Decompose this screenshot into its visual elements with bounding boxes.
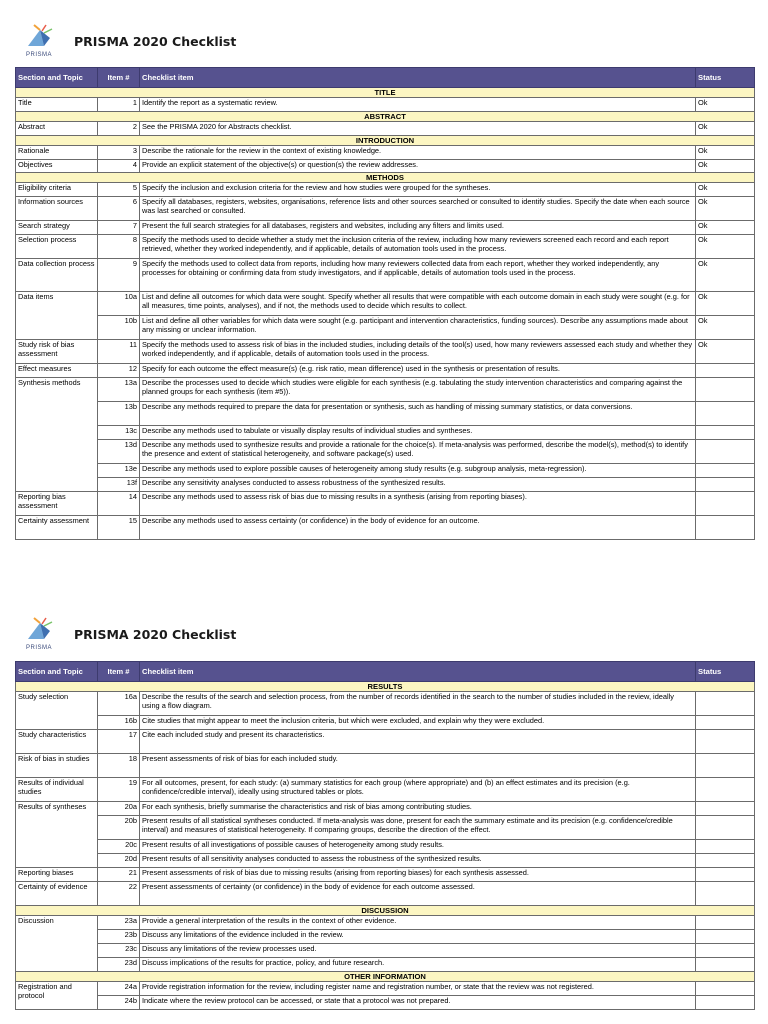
topic-cell: Rationale [16, 146, 98, 160]
topic-cell: Certainty of evidence [16, 882, 98, 906]
table-row [16, 221, 755, 235]
logo-text: PRISMA [26, 645, 53, 651]
table-row [16, 478, 755, 492]
item-number-cell: 13b [98, 402, 140, 426]
item-number-cell: 5 [98, 183, 140, 197]
item-number-cell: 24a [98, 982, 140, 996]
item-number-cell: 6 [98, 197, 140, 221]
item-number-cell: 8 [98, 235, 140, 259]
item-number-cell: 1 [98, 98, 140, 112]
checklist-item-cell: Specify the inclusion and exclusion criteria for the review and how studies were grouped for the syntheses. [140, 183, 696, 197]
item-number-cell: 11 [98, 340, 140, 364]
item-number-cell: 20b [98, 816, 140, 840]
table-row [16, 235, 755, 259]
section-label: RESULTS [16, 682, 755, 692]
table-row [16, 197, 755, 221]
table-row [16, 816, 755, 840]
col-header-status: Status [696, 68, 755, 88]
table-row [16, 426, 755, 440]
item-number-cell: 15 [98, 516, 140, 540]
status-cell [696, 492, 755, 516]
prisma-logo [22, 24, 58, 58]
status-cell [696, 868, 755, 882]
col-header-topic: Section and Topic [16, 662, 98, 682]
status-cell [696, 516, 755, 540]
item-number-cell: 16a [98, 692, 140, 716]
checklist-item-cell: Cite each included study and present its characteristics. [140, 730, 696, 754]
status-cell [696, 944, 755, 958]
table-header-row [16, 68, 755, 88]
table-row [16, 854, 755, 868]
item-number-cell: 3 [98, 146, 140, 160]
checklist-item-cell: Specify the methods used to collect data from reports, including how many reviewers collected data from each report, whether they worked independently, any processes for obtaining or confirming data from study investigators, and if applicable, details of automation tools used in the process. [140, 259, 696, 292]
checklist-item-cell: Discuss any limitations of the evidence included in the review. [140, 930, 696, 944]
status-cell [696, 426, 755, 440]
status-cell [696, 854, 755, 868]
table-row [16, 944, 755, 958]
item-number-cell: 13a [98, 378, 140, 402]
status-cell [696, 464, 755, 478]
status-cell [696, 996, 755, 1010]
item-number-cell: 13d [98, 440, 140, 464]
topic-cell: Results of individual studies [16, 778, 98, 802]
table-row [16, 778, 755, 802]
checklist-item-cell: Describe the rationale for the review in the context of existing knowledge. [140, 146, 696, 160]
topic-cell: Registration and protocol [16, 982, 98, 1010]
checklist-item-cell: For all outcomes, present, for each study: (a) summary statistics for each group (where appropriate) and (b) an effect estimates and its precision (e.g. confidence/credible interval), ideally using structured tables or plots. [140, 778, 696, 802]
status-cell: Ok [696, 98, 755, 112]
status-cell [696, 916, 755, 930]
status-cell: Ok [696, 292, 755, 316]
section-row [16, 682, 755, 692]
table-row [16, 316, 755, 340]
section-label: ABSTRACT [16, 112, 755, 122]
topic-cell: Study risk of bias assessment [16, 340, 98, 364]
item-number-cell: 22 [98, 882, 140, 906]
status-cell [696, 402, 755, 426]
item-number-cell: 14 [98, 492, 140, 516]
item-number-cell: 4 [98, 160, 140, 173]
item-number-cell: 12 [98, 364, 140, 378]
table-row [16, 378, 755, 402]
table-row [16, 146, 755, 160]
checklist-item-cell: List and define all outcomes for which data were sought. Specify whether all results that were compatible with each outcome domain in each study were sought (e.g. for all measures, time points, analyses), and if not, the methods used to decide which results to collect. [140, 292, 696, 316]
checklist-item-cell: Describe any methods used to assess certainty (or confidence) in the body of evidence for an outcome. [140, 516, 696, 540]
checklist-item-cell: Present results of all investigations of possible causes of heterogeneity among study results. [140, 840, 696, 854]
checklist-item-cell: List and define all other variables for which data were sought (e.g. participant and intervention characteristics, funding sources). Describe any assumptions made about any missing or unclear information. [140, 316, 696, 340]
status-cell [696, 816, 755, 840]
section-row [16, 906, 755, 916]
table-header-row [16, 662, 755, 682]
topic-cell: Discussion [16, 916, 98, 972]
page-title: PRISMA 2020 Checklist [74, 626, 237, 642]
item-number-cell: 24b [98, 996, 140, 1010]
section-label: OTHER INFORMATION [16, 972, 755, 982]
checklist-item-cell: Describe any methods used to assess risk of bias due to missing results in a synthesis (arising from reporting biases). [140, 492, 696, 516]
item-number-cell: 9 [98, 259, 140, 292]
topic-cell: Effect measures [16, 364, 98, 378]
col-header-item: Item # [98, 662, 140, 682]
checklist-item-cell: See the PRISMA 2020 for Abstracts checklist. [140, 122, 696, 136]
checklist-item-cell: Specify the methods used to decide whether a study met the inclusion criteria of the review, including how many reviewers screened each record and each report retrieved, whether they worked independently, and if applicable, details of automation tools used in the process. [140, 235, 696, 259]
item-number-cell: 17 [98, 730, 140, 754]
section-row [16, 88, 755, 98]
item-number-cell: 19 [98, 778, 140, 802]
topic-cell: Reporting bias assessment [16, 492, 98, 516]
item-number-cell: 18 [98, 754, 140, 778]
col-header-checklist: Checklist item [140, 68, 696, 88]
checklist-item-cell: Present results of all statistical syntheses conducted. If meta-analysis was done, present for each the summary estimate and its precision (e.g. confidence/credible interval) and measures of statistical heterogeneity. If comparing groups, describe the direction of the effect. [140, 816, 696, 840]
item-number-cell: 21 [98, 868, 140, 882]
page2-header [22, 617, 236, 651]
page1-header [22, 24, 236, 58]
status-cell [696, 840, 755, 854]
checklist-item-cell: Provide a general interpretation of the results in the context of other evidence. [140, 916, 696, 930]
table-row [16, 160, 755, 173]
table-row [16, 840, 755, 854]
status-cell: Ok [696, 235, 755, 259]
item-number-cell: 20c [98, 840, 140, 854]
status-cell: Ok [696, 259, 755, 292]
col-header-checklist: Checklist item [140, 662, 696, 682]
checklist-item-cell: Present assessments of risk of bias due to missing results (arising from reporting biases) for each synthesis assessed. [140, 868, 696, 882]
topic-cell: Abstract [16, 122, 98, 136]
table-row [16, 340, 755, 364]
section-row [16, 972, 755, 982]
table-row [16, 98, 755, 112]
item-number-cell: 13f [98, 478, 140, 492]
item-number-cell: 23a [98, 916, 140, 930]
checklist-item-cell: Cite studies that might appear to meet the inclusion criteria, but which were excluded, and explain why they were excluded. [140, 716, 696, 730]
status-cell [696, 958, 755, 972]
status-cell: Ok [696, 183, 755, 197]
item-number-cell: 13e [98, 464, 140, 478]
table-row [16, 982, 755, 996]
table-row [16, 292, 755, 316]
status-cell [696, 478, 755, 492]
item-number-cell: 10b [98, 316, 140, 340]
status-cell [696, 716, 755, 730]
status-cell [696, 982, 755, 996]
topic-cell: Data collection process [16, 259, 98, 292]
prisma-logo-icon [24, 24, 54, 48]
topic-cell: Certainty assessment [16, 516, 98, 540]
checklist-item-cell: Discuss implications of the results for practice, policy, and future research. [140, 958, 696, 972]
topic-cell: Reporting biases [16, 868, 98, 882]
checklist-item-cell: Present assessments of risk of bias for each included study. [140, 754, 696, 778]
status-cell: Ok [696, 122, 755, 136]
table-row [16, 958, 755, 972]
section-row [16, 173, 755, 183]
topic-cell: Study characteristics [16, 730, 98, 754]
checklist-item-cell: Identify the report as a systematic review. [140, 98, 696, 112]
topic-cell: Objectives [16, 160, 98, 173]
section-label: METHODS [16, 173, 755, 183]
table-row [16, 402, 755, 426]
checklist-item-cell: Provide an explicit statement of the objective(s) or question(s) the review addresses. [140, 160, 696, 173]
status-cell [696, 440, 755, 464]
table-row [16, 516, 755, 540]
item-number-cell: 7 [98, 221, 140, 235]
checklist-item-cell: Present the full search strategies for all databases, registers and websites, including any filters and limits used. [140, 221, 696, 235]
prisma-logo [22, 617, 58, 651]
item-number-cell: 10a [98, 292, 140, 316]
topic-cell: Synthesis methods [16, 378, 98, 492]
table-row [16, 492, 755, 516]
section-row [16, 136, 755, 146]
topic-cell: Study selection [16, 692, 98, 730]
item-number-cell: 20d [98, 854, 140, 868]
checklist-table-page2 [15, 661, 755, 1010]
table-row [16, 122, 755, 136]
checklist-item-cell: Describe the results of the search and selection process, from the number of records identified in the search to the number of studies included in the review, ideally using a flow diagram. [140, 692, 696, 716]
status-cell [696, 692, 755, 716]
table-row [16, 868, 755, 882]
status-cell: Ok [696, 221, 755, 235]
status-cell: Ok [696, 160, 755, 173]
checklist-item-cell: For each synthesis, briefly summarise the characteristics and risk of bias among contributing studies. [140, 802, 696, 816]
item-number-cell: 23d [98, 958, 140, 972]
page-title: PRISMA 2020 Checklist [74, 33, 237, 49]
status-cell [696, 378, 755, 402]
topic-cell: Risk of bias in studies [16, 754, 98, 778]
checklist-item-cell: Describe the processes used to decide which studies were eligible for each synthesis (e.g. tabulating the study intervention characteristics and comparing against the planned groups for each synthesis (item #5)). [140, 378, 696, 402]
table-row [16, 259, 755, 292]
topic-cell: Selection process [16, 235, 98, 259]
logo-text: PRISMA [26, 52, 53, 58]
status-cell [696, 754, 755, 778]
status-cell: Ok [696, 316, 755, 340]
col-header-topic: Section and Topic [16, 68, 98, 88]
checklist-table-page1 [15, 67, 755, 540]
status-cell: Ok [696, 146, 755, 160]
table-row [16, 930, 755, 944]
item-number-cell: 20a [98, 802, 140, 816]
col-header-status: Status [696, 662, 755, 682]
status-cell [696, 364, 755, 378]
checklist-item-cell: Specify for each outcome the effect measure(s) (e.g. risk ratio, mean difference) used in the synthesis or presentation of results. [140, 364, 696, 378]
status-cell [696, 778, 755, 802]
checklist-item-cell: Describe any sensitivity analyses conducted to assess robustness of the synthesized results. [140, 478, 696, 492]
table-row [16, 754, 755, 778]
col-header-item: Item # [98, 68, 140, 88]
item-number-cell: 16b [98, 716, 140, 730]
checklist-item-cell: Describe any methods used to synthesize results and provide a rationale for the choice(s). If meta-analysis was performed, describe the model(s), method(s) to identify the presence and extent of statistical heterogeneity, and software package(s) used. [140, 440, 696, 464]
checklist-item-cell: Specify the methods used to assess risk of bias in the included studies, including details of the tool(s) used, how many reviewers assessed each study and whether they worked independently, and if applicable, details of automation tools used in the process. [140, 340, 696, 364]
checklist-item-cell: Provide registration information for the review, including register name and registration number, or state that the review was not registered. [140, 982, 696, 996]
checklist-item-cell: Present assessments of certainty (or confidence) in the body of evidence for each outcome assessed. [140, 882, 696, 906]
item-number-cell: 23c [98, 944, 140, 958]
topic-cell: Information sources [16, 197, 98, 221]
status-cell [696, 802, 755, 816]
table-row [16, 440, 755, 464]
checklist-item-cell: Describe any methods required to prepare the data for presentation or synthesis, such as handling of missing summary statistics, or data conversions. [140, 402, 696, 426]
topic-cell: Eligibility criteria [16, 183, 98, 197]
section-label: TITLE [16, 88, 755, 98]
table-row [16, 916, 755, 930]
status-cell: Ok [696, 197, 755, 221]
table-row [16, 364, 755, 378]
prisma-logo-icon [24, 617, 54, 641]
table-row [16, 464, 755, 478]
section-label: INTRODUCTION [16, 136, 755, 146]
table-row [16, 692, 755, 716]
status-cell [696, 930, 755, 944]
item-number-cell: 13c [98, 426, 140, 440]
checklist-item-cell: Specify all databases, registers, websites, organisations, reference lists and other sources searched or consulted to identify studies. Specify the date when each source was last searched or consulted. [140, 197, 696, 221]
checklist-item-cell: Describe any methods used to tabulate or visually display results of individual studies and syntheses. [140, 426, 696, 440]
table-row [16, 183, 755, 197]
checklist-item-cell: Present results of all sensitivity analyses conducted to assess the robustness of the synthesized results. [140, 854, 696, 868]
status-cell [696, 882, 755, 906]
topic-cell: Title [16, 98, 98, 112]
topic-cell: Results of syntheses [16, 802, 98, 868]
table-row [16, 996, 755, 1010]
table-row [16, 730, 755, 754]
table-row [16, 802, 755, 816]
item-number-cell: 23b [98, 930, 140, 944]
table-row [16, 716, 755, 730]
status-cell: Ok [696, 340, 755, 364]
topic-cell: Search strategy [16, 221, 98, 235]
table-row [16, 882, 755, 906]
item-number-cell: 2 [98, 122, 140, 136]
checklist-item-cell: Indicate where the review protocol can be accessed, or state that a protocol was not prepared. [140, 996, 696, 1010]
topic-cell: Data items [16, 292, 98, 340]
checklist-item-cell: Describe any methods used to explore possible causes of heterogeneity among study results (e.g. subgroup analysis, meta-regression). [140, 464, 696, 478]
checklist-item-cell: Discuss any limitations of the review processes used. [140, 944, 696, 958]
status-cell [696, 730, 755, 754]
section-row [16, 112, 755, 122]
section-label: DISCUSSION [16, 906, 755, 916]
